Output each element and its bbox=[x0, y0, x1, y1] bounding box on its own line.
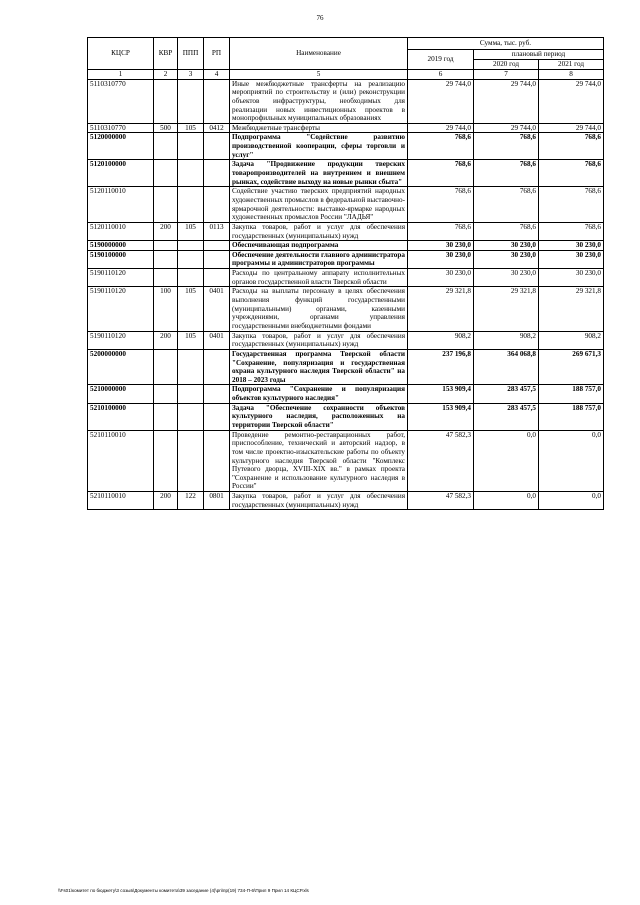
kcsr-cell: 5110310770 bbox=[88, 79, 154, 123]
name-cell: Закупка товаров, работ и услуг для обеспечения государственных (муниципальных) нужд bbox=[230, 222, 408, 240]
kvr-cell: 200 bbox=[154, 492, 178, 510]
ppp-cell bbox=[178, 241, 204, 251]
column-index: 3 bbox=[178, 70, 204, 80]
amount-2019-cell: 29 321,8 bbox=[408, 287, 474, 331]
budget-table bbox=[87, 37, 604, 510]
amount-2019-cell: 47 582,3 bbox=[408, 430, 474, 491]
table-row bbox=[88, 160, 604, 187]
amount-2019-cell: 30 230,0 bbox=[408, 241, 474, 251]
amount-2021-cell: 29 321,8 bbox=[539, 287, 604, 331]
kvr-cell bbox=[154, 133, 178, 160]
rp-cell: 0401 bbox=[204, 287, 230, 331]
amount-2019-cell: 29 744,0 bbox=[408, 79, 474, 123]
kcsr-cell: 5190110120 bbox=[88, 287, 154, 331]
table-row bbox=[88, 385, 604, 403]
kcsr-cell: 5120110010 bbox=[88, 187, 154, 223]
column-index: 4 bbox=[204, 70, 230, 80]
amount-2021-cell: 0,0 bbox=[539, 430, 604, 491]
name-cell: Подпрограмма "Сохранение и популяризация объектов культурного наследия" bbox=[230, 385, 408, 403]
kcsr-cell: 5210110010 bbox=[88, 430, 154, 491]
amount-2020-cell: 908,2 bbox=[474, 331, 539, 349]
name-cell: Проведение ремонтно-реставрационных работ, приспособление, технический и авторский надзор, в том числе проектно-изыскательские работы по объекту культурного наследия Тверской области "Комплекс Путевого дворца, XVIII-XIX вв." в рамках проекта "Сохранение и использование культурного наследия в России" bbox=[230, 430, 408, 491]
kcsr-cell: 5210110010 bbox=[88, 492, 154, 510]
amount-2020-cell: 29 744,0 bbox=[474, 79, 539, 123]
amount-2021-cell: 188 757,0 bbox=[539, 403, 604, 430]
table-row bbox=[88, 349, 604, 385]
amount-2019-cell: 47 582,3 bbox=[408, 492, 474, 510]
amount-2020-cell: 0,0 bbox=[474, 492, 539, 510]
kcsr-cell: 5120110010 bbox=[88, 222, 154, 240]
kcsr-cell: 5210100000 bbox=[88, 403, 154, 430]
rp-cell bbox=[204, 160, 230, 187]
column-index: 2 bbox=[154, 70, 178, 80]
amount-2020-cell: 30 230,0 bbox=[474, 269, 539, 287]
table-body bbox=[88, 70, 604, 510]
header-planned-period: плановый период bbox=[474, 50, 604, 60]
kcsr-cell: 5120000000 bbox=[88, 133, 154, 160]
amount-2020-cell: 768,6 bbox=[474, 133, 539, 160]
table-row bbox=[88, 269, 604, 287]
kvr-cell bbox=[154, 160, 178, 187]
amount-2020-cell: 364 068,8 bbox=[474, 349, 539, 385]
header-rp: РП bbox=[204, 38, 230, 70]
name-cell: Обеспечивающая подпрограмма bbox=[230, 241, 408, 251]
header-year-2019: 2019 год bbox=[408, 50, 474, 70]
ppp-cell bbox=[178, 430, 204, 491]
column-index: 1 bbox=[88, 70, 154, 80]
header-year-2021: 2021 год bbox=[539, 60, 604, 70]
ppp-cell bbox=[178, 160, 204, 187]
amount-2019-cell: 768,6 bbox=[408, 160, 474, 187]
kcsr-cell: 5110310770 bbox=[88, 123, 154, 133]
table-row bbox=[88, 79, 604, 123]
amount-2020-cell: 768,6 bbox=[474, 222, 539, 240]
amount-2021-cell: 29 744,0 bbox=[539, 79, 604, 123]
ppp-cell bbox=[178, 133, 204, 160]
kcsr-cell: 5200000000 bbox=[88, 349, 154, 385]
table-row bbox=[88, 250, 604, 268]
amount-2021-cell: 269 671,3 bbox=[539, 349, 604, 385]
amount-2019-cell: 768,6 bbox=[408, 222, 474, 240]
header-ppp: ППП bbox=[178, 38, 204, 70]
rp-cell: 0412 bbox=[204, 123, 230, 133]
amount-2020-cell: 0,0 bbox=[474, 430, 539, 491]
column-index: 8 bbox=[539, 70, 604, 80]
ppp-cell: 105 bbox=[178, 123, 204, 133]
kcsr-cell: 5190110120 bbox=[88, 331, 154, 349]
rp-cell bbox=[204, 349, 230, 385]
ppp-cell bbox=[178, 385, 204, 403]
kcsr-cell: 5190000000 bbox=[88, 241, 154, 251]
ppp-cell: 105 bbox=[178, 287, 204, 331]
amount-2021-cell: 30 230,0 bbox=[539, 250, 604, 268]
name-cell: Межбюджетные трансферты bbox=[230, 123, 408, 133]
amount-2019-cell: 768,6 bbox=[408, 133, 474, 160]
ppp-cell bbox=[178, 187, 204, 223]
kvr-cell bbox=[154, 430, 178, 491]
rp-cell: 0113 bbox=[204, 222, 230, 240]
page-number: 76 bbox=[316, 14, 324, 22]
amount-2019-cell: 30 230,0 bbox=[408, 269, 474, 287]
amount-2021-cell: 908,2 bbox=[539, 331, 604, 349]
name-cell: Государственная программа Тверской области "Сохранение, популяризация и государственная охрана культурного наследия Тверской области" на 2018 – 2023 годы bbox=[230, 349, 408, 385]
rp-cell bbox=[204, 250, 230, 268]
amount-2019-cell: 768,6 bbox=[408, 187, 474, 223]
ppp-cell bbox=[178, 79, 204, 123]
amount-2021-cell: 0,0 bbox=[539, 492, 604, 510]
ppp-cell bbox=[178, 250, 204, 268]
amount-2019-cell: 153 909,4 bbox=[408, 385, 474, 403]
table-row bbox=[88, 241, 604, 251]
table-row bbox=[88, 133, 604, 160]
name-cell: Расходы по центральному аппарату исполнительных органов государственной власти Тверской области bbox=[230, 269, 408, 287]
table-row bbox=[88, 187, 604, 223]
rp-cell bbox=[204, 269, 230, 287]
name-cell: Обеспечение деятельности главного администратора программы и администраторов программы bbox=[230, 250, 408, 268]
amount-2020-cell: 29 744,0 bbox=[474, 123, 539, 133]
kvr-cell bbox=[154, 269, 178, 287]
header-year-2020: 2020 год bbox=[474, 60, 539, 70]
rp-cell bbox=[204, 430, 230, 491]
kcsr-cell: 5120100000 bbox=[88, 160, 154, 187]
table-row bbox=[88, 492, 604, 510]
rp-cell: 0401 bbox=[204, 331, 230, 349]
table-row bbox=[88, 123, 604, 133]
rp-cell bbox=[204, 385, 230, 403]
table-row bbox=[88, 430, 604, 491]
amount-2019-cell: 237 196,8 bbox=[408, 349, 474, 385]
amount-2020-cell: 29 321,8 bbox=[474, 287, 539, 331]
rp-cell bbox=[204, 187, 230, 223]
amount-2020-cell: 283 457,5 bbox=[474, 385, 539, 403]
amount-2020-cell: 30 230,0 bbox=[474, 241, 539, 251]
amount-2020-cell: 283 457,5 bbox=[474, 403, 539, 430]
name-cell: Задача "Продвижение продукции тверских товаропроизводителей на внутреннем и внешнем рынках, содействие выходу на новые рынки сбыта" bbox=[230, 160, 408, 187]
kvr-cell: 500 bbox=[154, 123, 178, 133]
ppp-cell bbox=[178, 403, 204, 430]
column-index: 7 bbox=[474, 70, 539, 80]
rp-cell bbox=[204, 79, 230, 123]
rp-cell bbox=[204, 133, 230, 160]
header-kvr: КВР bbox=[154, 38, 178, 70]
kvr-cell bbox=[154, 250, 178, 268]
ppp-cell bbox=[178, 349, 204, 385]
rp-cell bbox=[204, 241, 230, 251]
amount-2021-cell: 768,6 bbox=[539, 133, 604, 160]
amount-2021-cell: 188 757,0 bbox=[539, 385, 604, 403]
name-cell: Расходы на выплаты персоналу в целях обеспечения выполнения функций государственными (муниципальными) органами, казенными учреждениями, органами управления государственными внебюджетными фондами bbox=[230, 287, 408, 331]
name-cell: Иные межбюджетные трансферты на реализацию мероприятий по строительству и (или) реконструкции объектов инфраструктуры, необходимых для реализации новых инвестиционных проектов в монопрофильных муниципальных образованиях bbox=[230, 79, 408, 123]
table-row bbox=[88, 331, 604, 349]
kvr-cell bbox=[154, 187, 178, 223]
amount-2019-cell: 153 909,4 bbox=[408, 403, 474, 430]
amount-2021-cell: 768,6 bbox=[539, 187, 604, 223]
kcsr-cell: 5210000000 bbox=[88, 385, 154, 403]
kvr-cell bbox=[154, 241, 178, 251]
amount-2021-cell: 768,6 bbox=[539, 160, 604, 187]
rp-cell bbox=[204, 403, 230, 430]
name-cell: Закупка товаров, работ и услуг для обеспечения государственных (муниципальных) нужд bbox=[230, 492, 408, 510]
kvr-cell bbox=[154, 385, 178, 403]
kvr-cell bbox=[154, 349, 178, 385]
amount-2019-cell: 29 744,0 bbox=[408, 123, 474, 133]
table-row bbox=[88, 403, 604, 430]
name-cell: Содействие участию тверских предприятий народных художественных промыслов в федеральной выставочно-ярмарочной деятельности: выставке-ярмарке народных художественных промыслов России "ЛАДЬЯ" bbox=[230, 187, 408, 223]
table-row bbox=[88, 287, 604, 331]
kvr-cell: 100 bbox=[154, 287, 178, 331]
ppp-cell: 105 bbox=[178, 331, 204, 349]
amount-2020-cell: 768,6 bbox=[474, 187, 539, 223]
kcsr-cell: 5190110120 bbox=[88, 269, 154, 287]
table-row bbox=[88, 222, 604, 240]
kvr-cell: 200 bbox=[154, 222, 178, 240]
amount-2021-cell: 30 230,0 bbox=[539, 269, 604, 287]
ppp-cell: 105 bbox=[178, 222, 204, 240]
column-index: 6 bbox=[408, 70, 474, 80]
name-cell: Задача "Обеспечение сохранности объектов культурного наследия, расположенных на территории Тверской области" bbox=[230, 403, 408, 430]
amount-2020-cell: 768,6 bbox=[474, 160, 539, 187]
kvr-cell: 200 bbox=[154, 331, 178, 349]
kvr-cell bbox=[154, 79, 178, 123]
amount-2020-cell: 30 230,0 bbox=[474, 250, 539, 268]
amount-2021-cell: 29 744,0 bbox=[539, 123, 604, 133]
amount-2021-cell: 768,6 bbox=[539, 222, 604, 240]
name-cell: Подпрограмма "Содействие развитию производственной кооперации, сферы торговли и услуг" bbox=[230, 133, 408, 160]
name-cell: Закупка товаров, работ и услуг для обеспечения государственных (муниципальных) нужд bbox=[230, 331, 408, 349]
file-path-footer: \\Fs01\комитет по бюджету\3 созыв\Документы комитета\39 заседание (4)\рп\пр(19) 734-П-6\Прил 9 Прил 14 КЦСР.xls bbox=[58, 888, 309, 893]
rp-cell: 0801 bbox=[204, 492, 230, 510]
kcsr-cell: 5190100000 bbox=[88, 250, 154, 268]
ppp-cell bbox=[178, 269, 204, 287]
kvr-cell bbox=[154, 403, 178, 430]
amount-2021-cell: 30 230,0 bbox=[539, 241, 604, 251]
header-name: Наименование bbox=[230, 38, 408, 70]
column-index-row bbox=[88, 70, 604, 80]
ppp-cell: 122 bbox=[178, 492, 204, 510]
amount-2019-cell: 908,2 bbox=[408, 331, 474, 349]
header-kcsr: КЦСР bbox=[88, 38, 154, 70]
amount-2019-cell: 30 230,0 bbox=[408, 250, 474, 268]
header-sum: Сумма, тыс. руб. bbox=[408, 38, 604, 50]
column-index: 5 bbox=[230, 70, 408, 80]
